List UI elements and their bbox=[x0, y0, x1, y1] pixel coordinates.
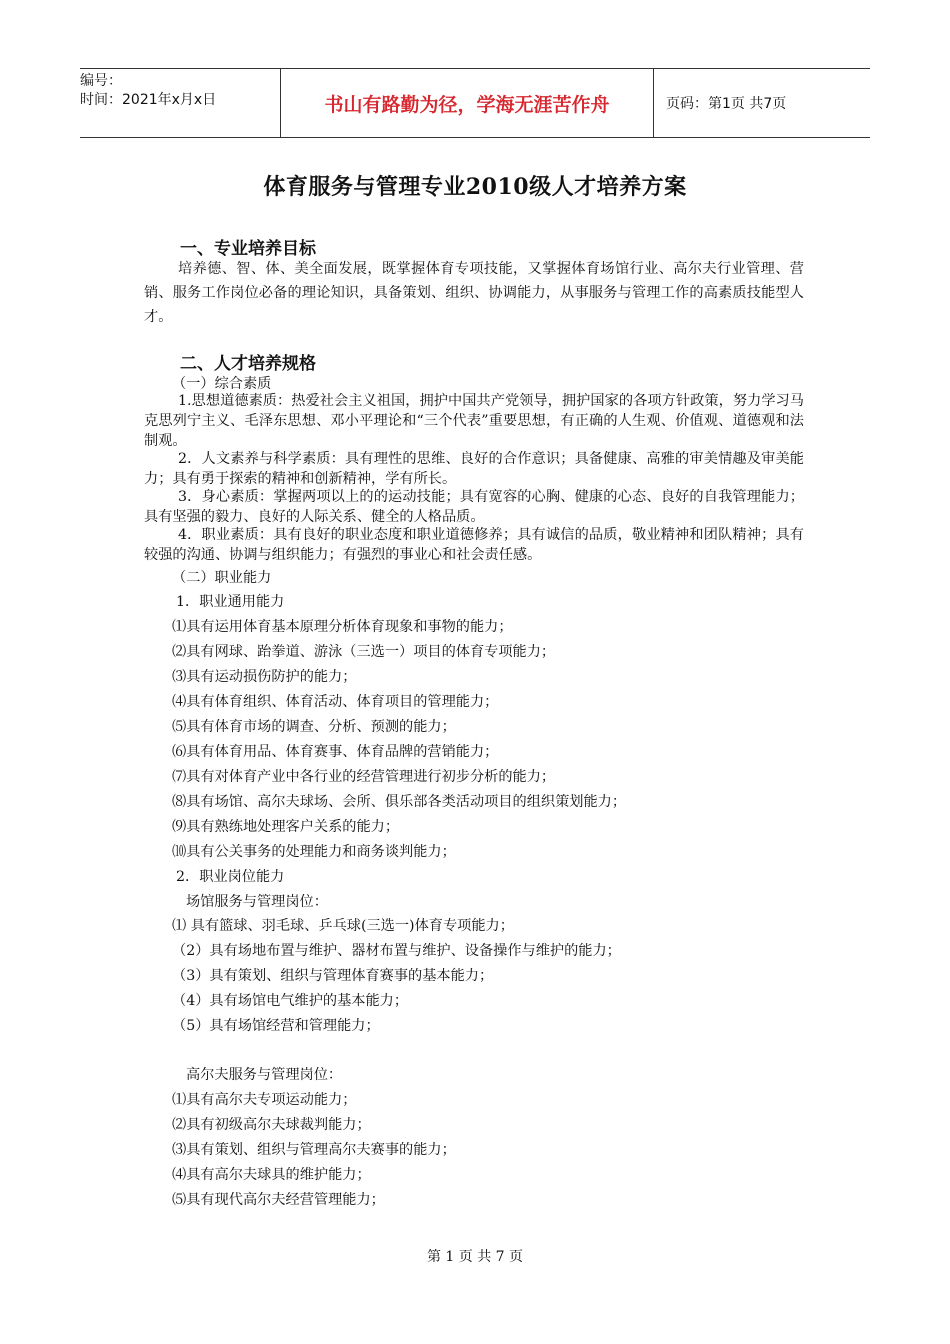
document-date: 时间：2021年x月x日 bbox=[80, 92, 217, 108]
header-motto: 书山有路勤为径，学海无涯苦作舟 bbox=[281, 69, 654, 137]
list-item: （5）具有场馆经营和管理能力； bbox=[172, 1018, 380, 1034]
paragraph-goal: 培养德、智、体、美全面发展，既掌握体育专项技能，又掌握体育场馆行业、高尔夫行业管理、营销、服务工作岗位必备的理论知识，具备策划、组织、协调能力，从事服务与管理工作的高素质技能型人才。 bbox=[144, 261, 804, 325]
list-item: ⑵具有初级高尔夫球裁判能力； bbox=[172, 1117, 371, 1133]
list-item: ⑴ 具有篮球、羽毛球、乒乓球(三选一)体育专项能力； bbox=[172, 918, 514, 934]
list-item: （4）具有场馆电气维护的基本能力； bbox=[172, 993, 409, 1009]
list-item: （3）具有策划、组织与管理体育赛事的基本能力； bbox=[172, 968, 494, 984]
golf-post-title: 高尔夫服务与管理岗位： bbox=[186, 1067, 343, 1083]
list-item: ⑹具有体育用品、体育赛事、体育品牌的营销能力； bbox=[172, 744, 499, 760]
list-item: ⑴具有运用体育基本原理分析体育现象和事物的能力； bbox=[172, 619, 513, 635]
list-item: ⑷具有高尔夫球具的维护能力； bbox=[172, 1167, 371, 1183]
post-ability-title: 2．职业岗位能力 bbox=[176, 869, 285, 885]
list-item: ⑸具有现代高尔夫经营管理能力； bbox=[172, 1192, 385, 1208]
list-item: ⑴具有高尔夫专项运动能力； bbox=[172, 1092, 357, 1108]
header-meta bbox=[80, 69, 281, 137]
page-footer: 第 1 页 共 7 页 bbox=[426, 1249, 524, 1265]
paragraph-humanities: 2．人文素养与科学素质：具有理性的思维、良好的合作意识；具备健康、高雅的审美情趣及审美能力；具有勇于探索的精神和创新精神，学有所长。 bbox=[144, 451, 804, 487]
list-item: ⑼具有熟练地处理客户关系的能力； bbox=[172, 819, 400, 835]
section-heading-goal: 一、专业培养目标 bbox=[180, 239, 316, 259]
subheading-quality: （一）综合素质 bbox=[172, 376, 272, 392]
paragraph-professional: 4．职业素质：具有良好的职业态度和职业道德修养；具有诚信的品质，敬业精神和团队精神；具有较强的沟通、协调与组织能力；有强烈的事业心和社会责任感。 bbox=[144, 527, 804, 563]
paragraph-moral: 1.思想道德素质：热爱社会主义祖国，拥护中国共产党领导，拥护国家的各项方针政策，努力学习马克思列宁主义、毛泽东思想、邓小平理论和“三个代表”重要思想，有正确的人生观、价值观、道德观和法制观。 bbox=[144, 393, 804, 449]
paragraph-physical: 3．身心素质：掌握两项以上的的运动技能；具有宽容的心胸、健康的心态、良好的自我管理能力；具有坚强的毅力、良好的人际关系、健全的人格品质。 bbox=[144, 489, 804, 525]
document-title: 体育服务与管理专业2010级人才培养方案 bbox=[263, 174, 687, 200]
list-item: ⑸具有体育市场的调查、分析、预测的能力； bbox=[172, 719, 456, 735]
list-item: （2）具有场地布置与维护、器材布置与维护、设备操作与维护的能力； bbox=[172, 943, 621, 959]
general-ability-title: 1．职业通用能力 bbox=[176, 594, 285, 610]
list-item: ⑶具有运动损伤防护的能力； bbox=[172, 669, 357, 685]
header-page-info: 页码：第1页 共7页 bbox=[666, 96, 787, 112]
list-item: ⑻具有场馆、高尔夫球场、会所、俱乐部各类活动项目的组织策划能力； bbox=[172, 794, 627, 810]
page-header bbox=[80, 68, 870, 138]
subheading-ability: （二）职业能力 bbox=[172, 570, 272, 586]
venue-post-title: 场馆服务与管理岗位： bbox=[186, 894, 328, 910]
list-item: ⑽具有公关事务的处理能力和商务谈判能力； bbox=[172, 844, 456, 860]
document-number-label: 编号： bbox=[80, 73, 122, 89]
section-heading-spec: 二、人才培养规格 bbox=[180, 354, 316, 374]
list-item: ⑶具有策划、组织与管理高尔夫赛事的能力； bbox=[172, 1142, 456, 1158]
list-item: ⑺具有对体育产业中各行业的经营管理进行初步分析的能力； bbox=[172, 769, 556, 785]
list-item: ⑷具有体育组织、体育活动、体育项目的管理能力； bbox=[172, 694, 499, 710]
list-item: ⑵具有网球、跆拳道、游泳（三选一）项目的体育专项能力； bbox=[172, 644, 556, 660]
